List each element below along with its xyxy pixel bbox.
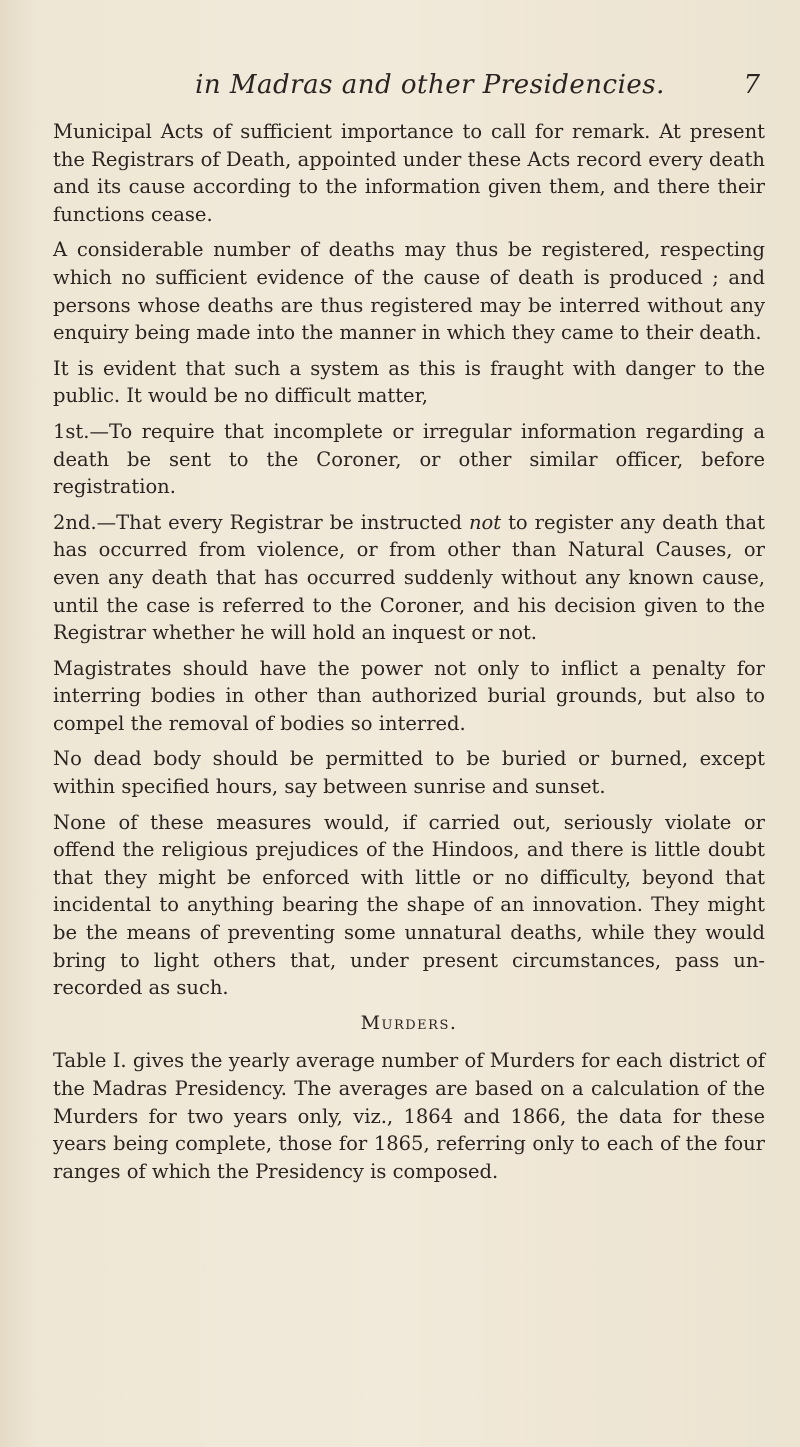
paragraph-table-one: Table I. gives the yearly average number of Murders for each district of the Madras Presidency. The averages are based on a calculation of the Murders for two years only, viz., 1864 and 1866, the data for these years being complete, those for 1865, referring only to each of the four ranges of which the Presidency is composed. (53, 1049, 765, 1183)
paragraph-evident-danger: It is evident that such a system as this is fraught with danger to the public. It would be no difficult matter, (53, 356, 765, 408)
paragraph-second-recommendation (53, 509, 765, 647)
section-heading-murders: Murders. (360, 1011, 458, 1034)
paragraph-magistrates: Magistrates should have the power not only to inflict a penalty for interring bodies in other than authorized burial grounds, but also to compel the removal of bodies so interred. (53, 656, 765, 735)
running-head (160, 70, 760, 110)
paragraph-considerable-number: A considerable number of deaths may thus be registered, respecting which no sufficient evidence of the cause of death is produced ; and persons whose deaths are thus registered may be interred without any enquiry being made into the manner in which they came to their death. (53, 238, 765, 345)
paragraph-municipal-acts: Municipal Acts of sufficient importance to call for remark. At present the Registrars of Death, appointed under these Acts record every death and its cause according to the information given them, and there their functions cease. (53, 120, 765, 226)
paragraph-first-recommendation: 1st.—To require that incomplete or irregular information regarding a death be sent to the Coroner, or other similar officer, before registration. (53, 419, 765, 499)
second-after: to register any death that has occurred from violence, or from other than Natural Causes, or even any death that has occurred suddenly without any known cause, until the case is referred to the Coroner, and his decision given to the Registrar whether he will hold an inquest or not. (53, 510, 765, 645)
running-title: in Madras and other Presidencies. (195, 70, 665, 100)
second-emphasis: not (468, 510, 502, 534)
second-before: 2nd.—That every Registrar be instructed (53, 510, 469, 534)
paragraph-dead-body: No dead body should be permitted to be buried or burned, except within specified hours, say between sunrise and sunset. (53, 747, 765, 799)
paragraph-measures: None of these measures would, if carried out, seriously violate or offend the religious prejudices of the Hindoos, and there is little doubt that they might be enforced with little or no difficulty, beyond that incidental to anything bearing the shape of an innovation. They might be the means of preventing some unnatural deaths, while they would bring to light others that, under present circumstances, pass unrecorded as such. (53, 810, 765, 1000)
page-number: 7 (743, 70, 760, 100)
body-text (53, 118, 765, 1193)
